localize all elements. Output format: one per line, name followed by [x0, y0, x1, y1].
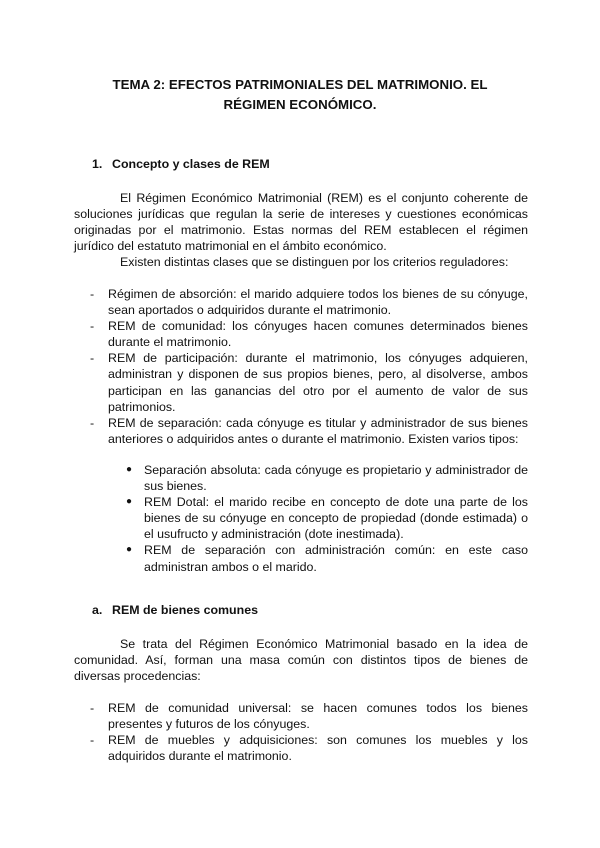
list-item: [74, 350, 528, 414]
bullet-icon: ●: [126, 464, 133, 475]
list-item: [74, 318, 528, 350]
section-1-paragraph-1: El Régimen Económico Matrimonial (REM) es el conjunto coherente de soluciones jurídicas que regulan la serie de intereses y cuestiones económicas originadas por el matrimonio. Estas normas del REM establecen el régimen jurídico del estatuto matrimonial en el ámbito económico.: [74, 191, 528, 254]
list-item-text: REM de separación con administración común: en este caso administran ambos o el marido.: [144, 543, 528, 574]
section-1-heading-text: Concepto y clases de REM: [112, 157, 270, 171]
list-item: [120, 494, 528, 542]
dash-marker: -: [90, 733, 95, 748]
section-1-number: 1.: [92, 157, 103, 171]
dash-marker: -: [90, 287, 95, 301]
dash-marker: -: [90, 319, 95, 334]
list-item: [120, 462, 528, 494]
list-item-text: REM de muebles y adquisiciones: son comunes los muebles y los adquiridos durante el matrimonio.: [108, 733, 528, 764]
rem-types-list: [74, 286, 528, 447]
section-a-heading-text: REM de bienes comunes: [112, 603, 258, 617]
section-a-heading: [92, 602, 258, 618]
document-title: TEMA 2: EFECTOS PATRIMONIALES DEL MATRIMONIO. EL RÉGIMEN ECONÓMICO.: [112, 77, 488, 112]
section-a-number: a.: [92, 603, 103, 617]
list-item: [74, 732, 528, 764]
list-item-text: REM Dotal: el marido recibe en concepto de dote una parte de los bienes de su cónyuge en concepto de propiedad (donde estimada) o el usufructo y administración (dote inestimada).: [144, 495, 528, 542]
section-1-heading: [92, 156, 270, 172]
bullet-icon: ●: [126, 544, 133, 556]
common-goods-list: [74, 700, 528, 764]
list-item: [74, 415, 528, 447]
dash-marker: -: [90, 351, 95, 366]
separation-types-list: [120, 462, 528, 575]
list-item: [120, 542, 528, 574]
list-item-text: REM de comunidad universal: se hacen comunes todos los bienes presentes y futuros de los cónyuges.: [108, 701, 528, 732]
list-item: [74, 700, 528, 732]
section-a-paragraph: Se trata del Régimen Económico Matrimonial basado en la idea de comunidad. Así, forman una masa común con distintos tipos de bienes de diversas procedencias:: [74, 637, 528, 684]
section-1-paragraph-2: Existen distintas clases que se distinguen por los criterios reguladores:: [120, 255, 509, 269]
bullet-icon: ●: [126, 496, 133, 508]
list-item-text: REM de participación: durante el matrimonio, los cónyuges adquieren, administran y disponen de sus propios bienes, pero, al disolverse, ambos participan en las ganancias del otro por el aumento de valor de sus patrimonios.: [108, 351, 528, 414]
list-item: [74, 286, 528, 318]
list-item-text: Régimen de absorción: el marido adquiere todos los bienes de su cónyuge, sean aportados o adquiridos durante el matrimonio.: [108, 287, 528, 318]
list-item-text: REM de separación: cada cónyuge es titular y administrador de sus bienes anteriores o adquiridos antes o durante el matrimonio. Existen varios tipos:: [108, 415, 528, 446]
list-item-text: REM de comunidad: los cónyuges hacen comunes determinados bienes durante el matrimonio.: [108, 319, 528, 350]
dash-marker: -: [90, 701, 95, 715]
dash-marker: -: [90, 415, 95, 430]
list-item-text: Separación absoluta: cada cónyuge es propietario y administrador de sus bienes.: [144, 463, 528, 494]
